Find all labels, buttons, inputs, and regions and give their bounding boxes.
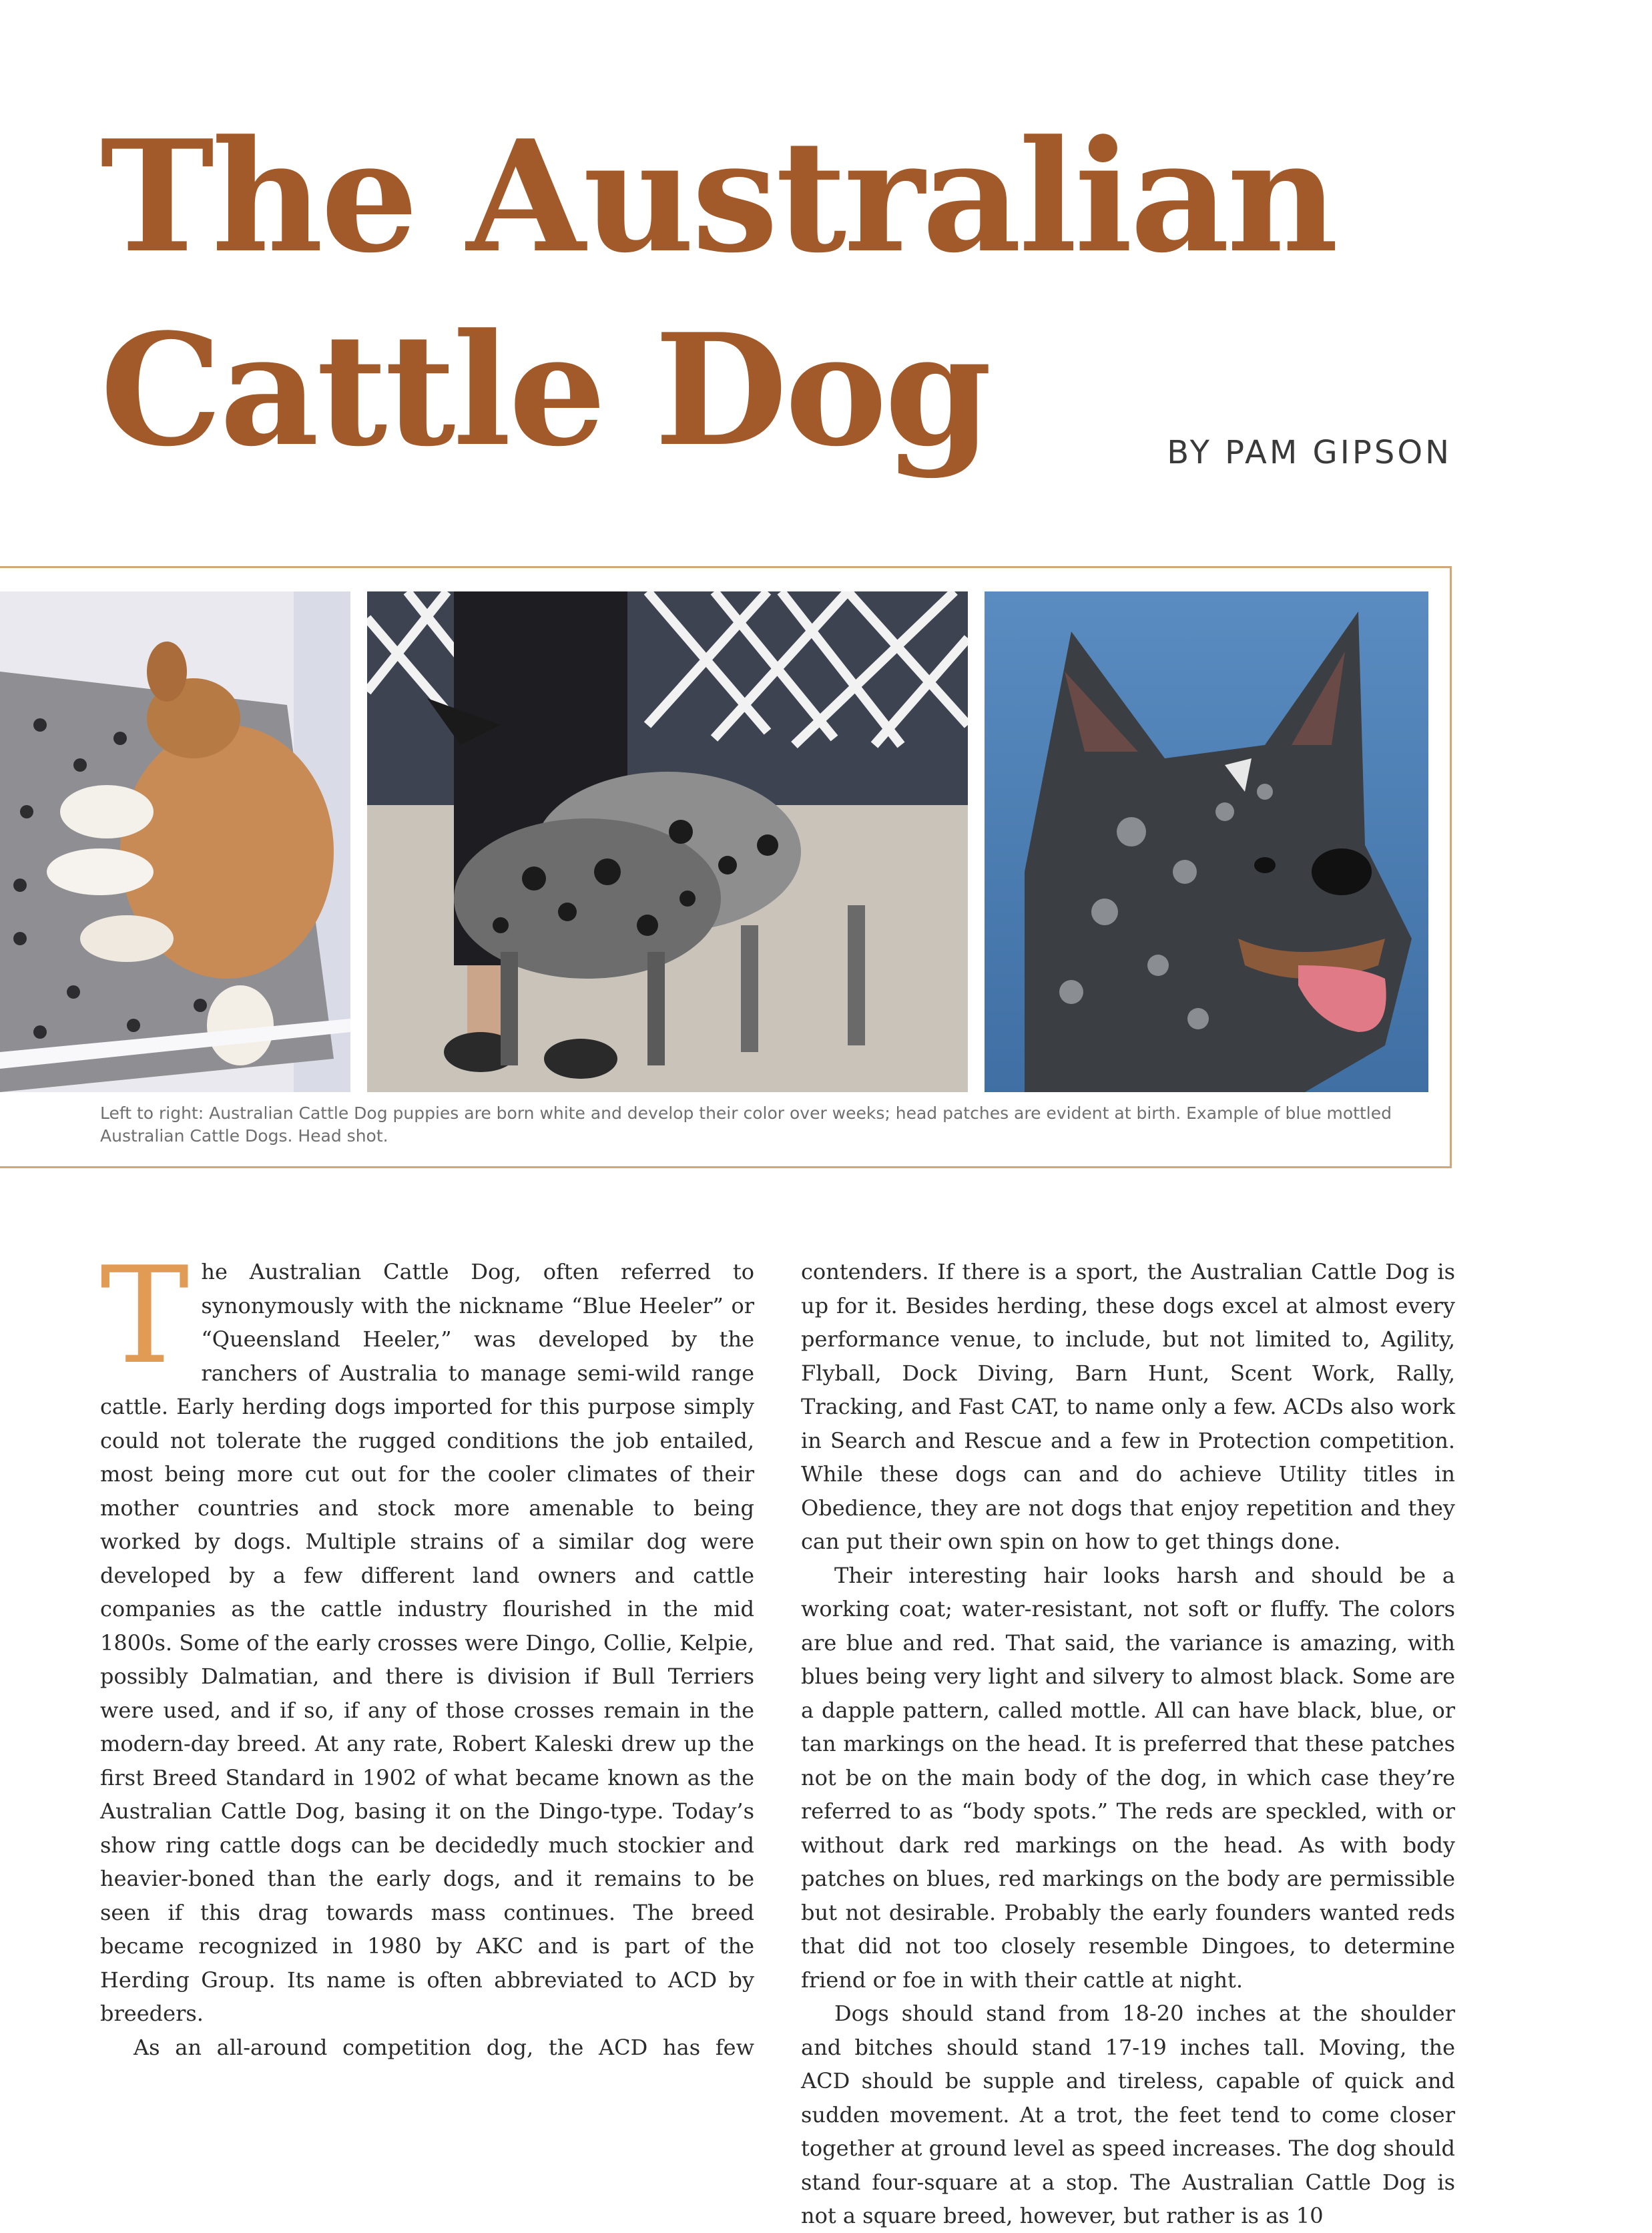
byline: BY PAM GIPSON <box>1167 434 1452 471</box>
red-cattle-dog-with-puppies-photo <box>0 591 350 1092</box>
title-line-1: The Australian <box>100 107 1336 287</box>
drop-cap: T <box>100 1238 190 1394</box>
paragraph-2: As an all-around competition dog, the ACD has few <box>133 2034 754 2060</box>
paragraph-4: Dogs should stand from 18-20 inches at the shoulder and bitches should stand 17-19 inches tall. Moving, the ACD should be supple and tireless, capable of quick and sudden movement. At a trot, the feet tend to come closer together at ground level as speed increases. The dog should stand four-square at a stop. The Australian Cattle Dog is not a square breed, however, but rather is as 10 <box>801 2001 1455 2228</box>
blue-cattle-dog-head-shot-photo <box>985 591 1428 1092</box>
article-body-right-column <box>801 1255 1455 2233</box>
blue-mottled-cattle-dogs-photo <box>367 591 968 1092</box>
title-line-2: Cattle Dog <box>100 300 990 481</box>
paragraph-2-continued: contenders. If there is a sport, the Australian Cattle Dog is up for it. Besides herding, these dogs excel at almost every performance venue, to include, but not limited to, Agility, Flyball, Dock Diving, Barn Hunt, Scent Work, Rally, Tracking, and Fast CAT, to name only a few. ACDs also work in Search and Rescue and a few in Protection competition. While these dogs can and do achieve Utility titles in Obedience, they are not dogs that enjoy repetition and they can put their own spin on how to get things done. <box>801 1259 1455 1554</box>
paragraph-3: Their interesting hair looks harsh and should be a working coat; water-resistant, not soft or fluffy. The colors are blue and red. That said, the variance is amazing, with blues being very light and silvery to almost black. Some are a dapple pattern, called mottle. All can have black, blue, or tan markings on the head. It is preferred that these patches not be on the main body of the dog, in which case they’re referred to as “body spots.” The reds are speckled, with or without dark red markings on the head. As with body patches on blues, red markings on the body are permissible but not desirable. Probably the early founders wanted reds that did not too closely resemble Dingoes, to determine friend or foe in with their cattle at night. <box>801 1562 1455 1993</box>
paragraph-1 <box>100 1238 754 2031</box>
photo-caption: Left to right: Australian Cattle Dog puppies are born white and develop their color over weeks; head patches are evident at birth. Example of blue mottled Australian Cattle Dogs. Head shot. <box>100 1103 1392 1146</box>
photo-strip <box>0 566 1452 1168</box>
article-title <box>100 100 1336 487</box>
paragraph-1-text: he Australian Cattle Dog, often referred to synonymously with the nickname “Blue Heeler” or “Queensland Heeler,” was developed by the ranchers of Australia to manage semi-wild range cattle. Early herding dogs imported for this purpose simply could not tolerate the rugged conditions the job entailed, most being more cut out for the cooler climates of their mother countries and stock more amenable to being worked by dogs. Multiple strains of a similar dog were developed by a few different land owners and cattle companies as the cattle industry flourished in the mid 1800s. Some of the early crosses were Dingo, Collie, Kelpie, possibly Dalmatian, and there is division if Bull Terriers were used, and if so, if any of those crosses remain in the modern-day breed. At any rate, Robert Kaleski drew up the first Breed Standard in 1902 of what became known as the Australian Cattle Dog, basing it on the Dingo-type. Today’s show ring cattle dogs can be decidedly much stockier and heavier-boned than the early dogs, and it remains to be seen if this drag towards mass continues. The breed became recognized in 1980 by AKC and is part of the Herding Group. Its name is often abbreviated to ACD by breeders. <box>100 1259 754 2026</box>
article-body-left-column <box>100 1238 754 2064</box>
